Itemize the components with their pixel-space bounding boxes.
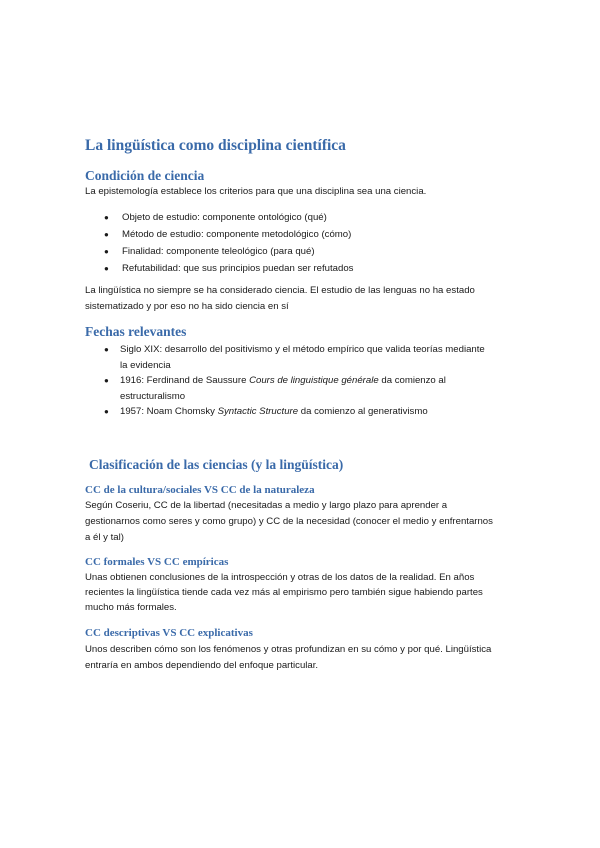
descriptivas-line2: entraría en ambos dependiendo del enfoque particular.	[85, 660, 319, 671]
document-title: La lingüística como disciplina científica	[85, 137, 346, 154]
heading-clasificacion: Clasificación de las ciencias (y la lingüística)	[89, 457, 344, 472]
cultura-line1: Según Coseriu, CC de la libertad (necesitadas a medio y largo plazo para aprender a	[85, 500, 448, 511]
bullet-icon: ●	[104, 213, 109, 222]
list-item: ● 1957: Noam Chomsky Syntactic Structure da comienzo al generativismo	[104, 404, 534, 420]
list-item: ● 1916: Ferdinand de Saussure Cours de linguistique générale da comienzo al estructuralismo	[104, 375, 446, 402]
condicion-note-line2: sistematizado y por eso no ha sido ciencia en sí	[85, 301, 289, 312]
formales-line1: Unas obtienen conclusiones de la introspección y otras de los datos de la realidad. En años	[85, 572, 475, 583]
formales-line2: recientes la lingüística tiende cada vez más al empirismo pero también sigue habiendo partes	[85, 587, 483, 598]
bullet-icon: ●	[104, 376, 109, 385]
subheading-cultura: CC de la cultura/sociales VS CC de la naturaleza	[85, 484, 315, 496]
condicion-note-line1: La lingüística no siempre se ha considerado ciencia. El estudio de las lenguas no ha estado	[85, 285, 475, 296]
bullet-icon: ●	[104, 247, 109, 256]
list-item: ● Siglo XIX: desarrollo del positivismo y el método empírico que valida teorías mediante la evidencia	[104, 344, 485, 371]
fechas-list	[104, 342, 534, 420]
subheading-descriptivas: CC descriptivas VS CC explicativas	[85, 627, 253, 639]
cultura-line3: a él y tal)	[85, 532, 124, 543]
cultura-line2: gestionarnos como seres y como grupo) y CC de la necesidad (conocer el medio y enfrentarnos	[85, 516, 493, 527]
formales-line3: mucho más formales.	[85, 602, 177, 613]
bullet-icon: ●	[104, 230, 109, 239]
descriptivas-line1: Unos describen cómo son los fenómenos y otras profundizan en su cómo y por qué. Lingüística	[85, 644, 492, 655]
heading-fechas: Fechas relevantes	[85, 324, 187, 339]
list-item: ● Refutabilidad: que sus principios puedan ser refutados	[104, 261, 524, 278]
book-title: Cours de linguistique générale	[249, 375, 379, 386]
list-item: ● Método de estudio: componente metodológico (cómo)	[104, 227, 524, 244]
condicion-intro: La epistemología establece los criterios para que una disciplina sea una ciencia.	[85, 186, 427, 197]
bullet-icon: ●	[104, 407, 109, 416]
bullet-icon: ●	[104, 264, 109, 273]
bullet-icon: ●	[104, 345, 109, 354]
subheading-formales: CC formales VS CC empíricas	[85, 556, 229, 568]
list-item: ● Objeto de estudio: componente ontológico (qué)	[104, 210, 524, 227]
heading-condicion: Condición de ciencia	[85, 168, 205, 183]
book-title: Syntactic Structure	[217, 406, 299, 417]
list-item: ● Finalidad: componente teleológico (para qué)	[104, 244, 524, 261]
condicion-list	[104, 210, 524, 278]
